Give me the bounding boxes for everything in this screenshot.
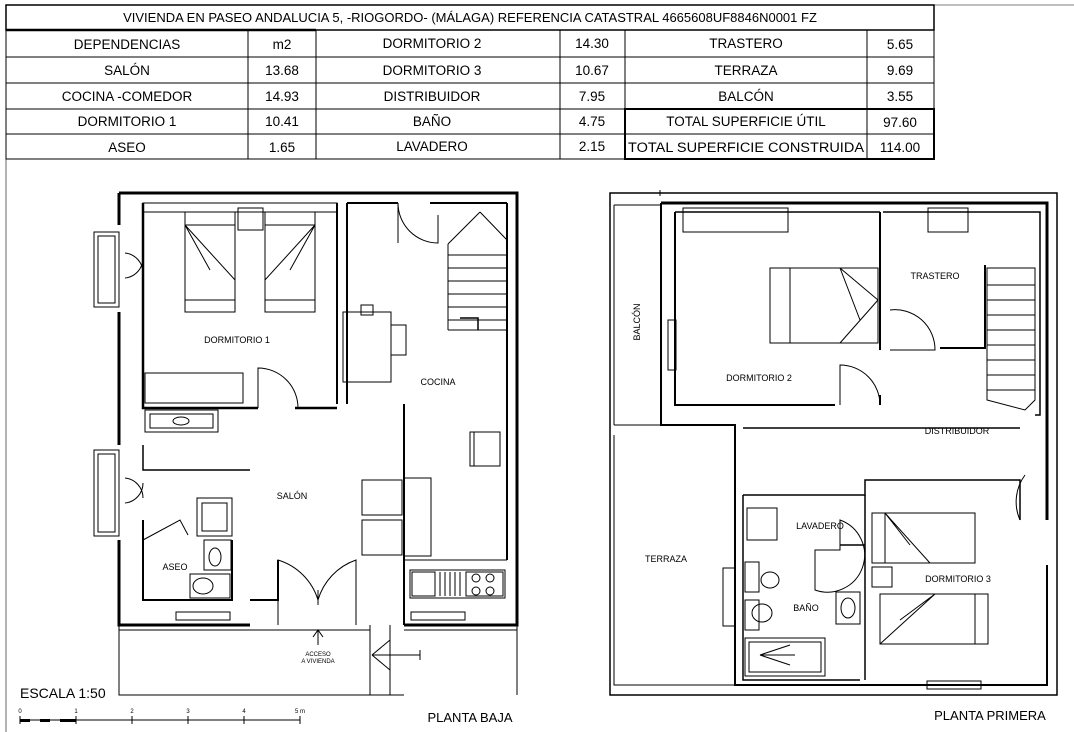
sheet-title: VIVIENDA EN PASEO ANDALUCIA 5, -RIOGORDO- (MÁLAGA) REFERENCIA CATASTRAL 4665608UF8846N0001 FZ [123,10,817,25]
scale-tick: 4 [242,709,246,715]
entrance-label-line1: ACCESO [305,652,331,658]
table-cell-name: DEPENDENCIAS [73,37,181,52]
table-cell-value: 5.65 [886,37,914,52]
room-label-bano: BAÑO [793,603,819,613]
ground-floor-labels [162,335,455,665]
table-cell-value: 7.95 [578,89,606,104]
table-cell-value: 13.68 [265,63,299,78]
room-label-balcon: BALCÓN [632,303,642,341]
room-label-trastero: TRASTERO [910,271,960,281]
table-cell-name: DISTRIBUIDOR [383,89,481,104]
table-col2 [383,36,609,154]
table-cell-value: 1.65 [268,140,296,155]
ground-floor-plan [94,193,517,695]
scale-tick: 0 [18,709,22,715]
room-label-dormitorio2: DORMITORIO 2 [726,373,792,383]
table-cell-value: 10.67 [575,63,609,78]
table-cell-value: 3.55 [886,89,914,104]
scale-bar [18,685,305,724]
table-cell-name: BALCÓN [718,89,774,104]
table-cell-name: TRASTERO [709,36,783,51]
table-cell-name: TERRAZA [714,63,778,78]
ground-floor-title: PLANTA BAJA [427,710,513,725]
table-cell-value: m2 [272,37,292,52]
table-cell-value: 97.60 [883,115,917,130]
table-cell-value: 2.15 [578,139,606,154]
room-label-distribuidor: DISTRIBUIDOR [924,426,990,436]
table-cell-name: ASEO [108,140,146,155]
room-label-lavadero: LAVADERO [796,521,844,531]
scale-tick: 3 [186,709,190,715]
surface-table [6,5,934,159]
table-col1 [62,37,299,155]
table-cell-name: TOTAL SUPERFICIE CONSTRUIDA [628,140,864,155]
scale-tick: 1 [74,709,78,715]
room-label-terraza: TERRAZA [644,554,688,564]
table-col3 [628,36,920,155]
scale-tick: 5 m [294,709,306,715]
table-cell-name: LAVADERO [396,139,468,154]
table-cell-name: SALÓN [104,63,150,78]
table-cell-name: DORMITORIO 1 [77,114,177,129]
room-label-dormitorio1: DORMITORIO 1 [204,335,270,345]
table-cell-name: COCINA -COMEDOR [61,89,193,104]
room-label-aseo: ASEO [162,562,188,572]
first-floor-plan [610,190,1057,695]
table-cell-value: 14.30 [575,36,609,51]
first-floor-labels [632,271,991,613]
scale-label: ESCALA 1:50 [20,685,106,701]
table-cell-value: 4.75 [578,114,606,129]
table-cell-value: 114.00 [879,140,921,155]
table-cell-value: 9.69 [886,63,914,78]
scale-tick: 2 [130,709,134,715]
room-label-salon: SALÓN [276,491,308,501]
table-cell-name: DORMITORIO 2 [382,36,482,51]
room-label-cocina: COCINA [420,377,456,387]
table-cell-name: TOTAL SUPERFICIE ÚTIL [666,114,826,129]
room-label-dormitorio3: DORMITORIO 3 [925,574,991,584]
table-cell-name: BAÑO [412,114,452,129]
first-floor-title: PLANTA PRIMERA [934,708,1046,723]
table-cell-value: 10.41 [265,114,299,129]
table-cell-name: DORMITORIO 3 [382,63,482,78]
table-cell-value: 14.93 [265,89,299,104]
entrance-label-line2: A VIVIENDA [301,659,335,665]
